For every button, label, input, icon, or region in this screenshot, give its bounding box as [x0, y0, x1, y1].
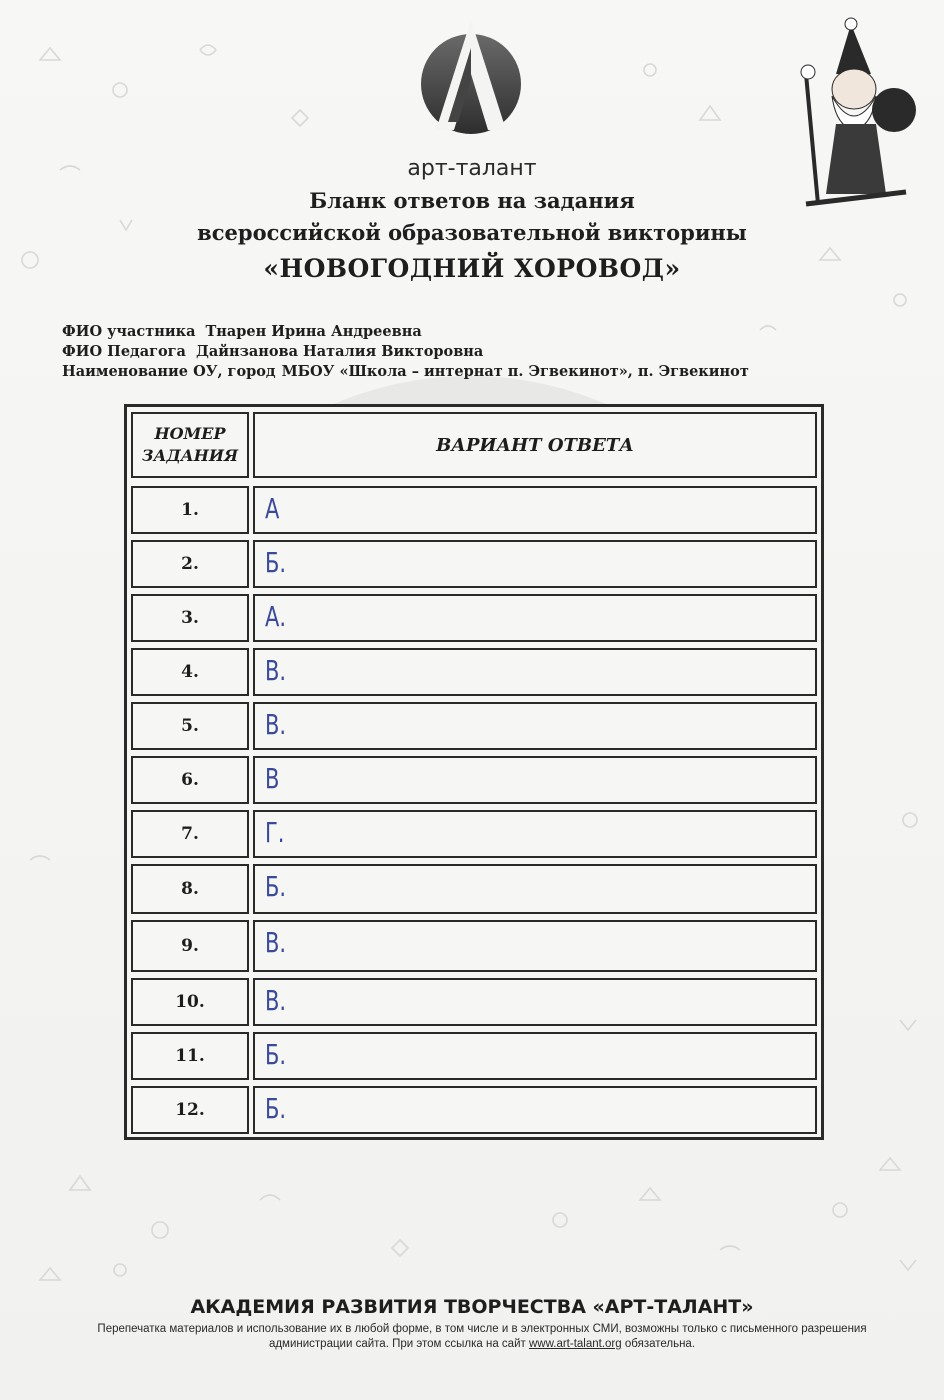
answer-value: В. [265, 708, 287, 741]
task-number: 2. [131, 540, 249, 588]
header-task-number-line2: ЗАДАНИЯ [141, 446, 239, 465]
academy-name: АКАДЕМИЯ РАЗВИТИЯ ТВОРЧЕСТВА «АРТ-ТАЛАНТ» [190, 1296, 754, 1318]
table-row [127, 1083, 821, 1137]
answer-value: Б. [265, 546, 287, 579]
answer-value: Г. [265, 816, 285, 849]
table-row [127, 917, 821, 975]
answer-field[interactable] [253, 648, 817, 696]
participant-name-line [62, 322, 749, 342]
answer-value: Б. [265, 870, 287, 903]
site-link[interactable]: www.art-talant.org [528, 1338, 622, 1350]
answer-field[interactable] [253, 1086, 817, 1134]
copyright-note-text: Перепечатка материалов и использование их в любой форме, в том числе и в электронных СМИ, возможны только с письменного разрешения администрации сайта. При этом ссылка на сайт [97, 1323, 867, 1350]
participant-name-value: Тнарен Ирина Андреевна [205, 323, 422, 340]
task-number: 3. [131, 594, 249, 642]
task-number: 8. [131, 864, 249, 914]
teacher-name-value: Дайнзанова Наталия Викторовна [195, 343, 484, 360]
task-number: 9. [131, 920, 249, 972]
answers-table-header [127, 409, 821, 481]
task-number: 10. [131, 978, 249, 1026]
header-task-number [131, 412, 249, 478]
table-row [127, 807, 821, 861]
quiz-title: «НОВОГОДНИЙ ХОРОВОД» [263, 254, 681, 283]
task-number: 1. [131, 486, 249, 534]
header-answer-variant: ВАРИАНТ ОТВЕТА [253, 412, 817, 478]
answer-value: В. [265, 926, 287, 959]
answer-field[interactable] [253, 594, 817, 642]
participant-name-label: ФИО участника [62, 323, 196, 340]
answer-value: Б. [265, 1038, 287, 1071]
title-line-2: всероссийской образовательной викторины [197, 220, 747, 245]
participant-info [62, 322, 749, 382]
title-line-1: Бланк ответов на задания [309, 188, 635, 213]
brand-name: арт-талант [407, 156, 537, 181]
task-number: 12. [131, 1086, 249, 1134]
answer-field[interactable] [253, 702, 817, 750]
copyright-note [94, 1322, 870, 1352]
answer-field[interactable] [253, 1032, 817, 1080]
table-row [127, 975, 821, 1029]
answers-table [124, 404, 824, 1140]
table-row [127, 537, 821, 591]
header-task-number-line1: НОМЕР [154, 424, 226, 443]
table-row [127, 645, 821, 699]
copyright-note-end: обязательна. [624, 1338, 696, 1350]
task-number: 4. [131, 648, 249, 696]
answer-field[interactable] [253, 810, 817, 858]
task-number: 5. [131, 702, 249, 750]
school-name-value: МБОУ «Школа – интернат п. Эгвекинот», п. Эгвекинот [281, 363, 749, 380]
santa-claus-icon [776, 14, 926, 214]
table-row [127, 591, 821, 645]
answer-value: В. [265, 984, 287, 1017]
school-name-line [62, 362, 749, 382]
teacher-name-line [62, 342, 749, 362]
answer-field[interactable] [253, 864, 817, 914]
answer-field[interactable] [253, 540, 817, 588]
task-number: 11. [131, 1032, 249, 1080]
table-row [127, 699, 821, 753]
answer-value: Б. [265, 1092, 287, 1125]
answer-field[interactable] [253, 978, 817, 1026]
table-row [127, 483, 821, 537]
task-number: 7. [131, 810, 249, 858]
table-row [127, 1029, 821, 1083]
teacher-name-label: ФИО Педагога [62, 343, 186, 360]
table-row [127, 753, 821, 807]
table-row [127, 861, 821, 917]
school-name-label: Наименование ОУ, город [62, 363, 276, 380]
answer-value: А [265, 492, 280, 525]
answer-value: В [265, 762, 280, 795]
task-number: 6. [131, 756, 249, 804]
art-talant-logo-icon [418, 18, 524, 138]
answer-field[interactable] [253, 756, 817, 804]
answer-value: В. [265, 654, 287, 687]
answer-field[interactable] [253, 920, 817, 972]
answer-value: А. [265, 600, 287, 633]
answer-field[interactable] [253, 486, 817, 534]
